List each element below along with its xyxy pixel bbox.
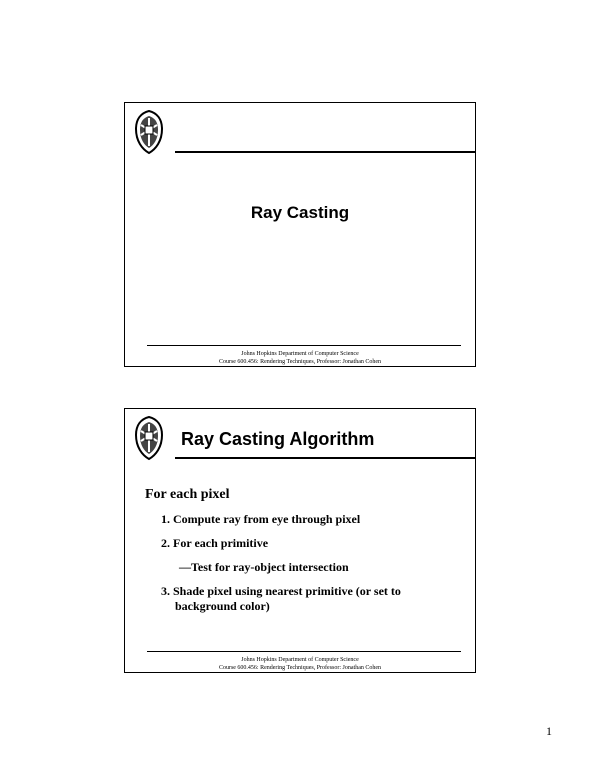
slide-title: Ray Casting Algorithm xyxy=(181,429,375,449)
title-rule xyxy=(175,457,475,459)
footer-rule xyxy=(147,651,461,652)
footer-line-2: Course 600.456: Rendering Techniques, Professor: Jonathan Cohen xyxy=(218,359,382,365)
footer-line-2: Course 600.456: Rendering Techniques, Professor: Jonathan Cohen xyxy=(218,665,382,671)
slide-body xyxy=(145,487,455,623)
bullet-item-3: 3. Shade pixel using nearest primitive (or set to background color) xyxy=(161,584,401,613)
bullet-item-1: 1. Compute ray from eye through pixel xyxy=(161,512,361,526)
title-rule xyxy=(175,151,475,153)
bullet-level0: For each pixel xyxy=(145,487,230,502)
slide-title: Ray Casting xyxy=(250,203,350,222)
footer-line-1: Johns Hopkins Department of Computer Science xyxy=(241,351,359,357)
bullet-item-2: 2. For each primitive xyxy=(161,536,269,550)
bullet-item-2-sub: —Test for ray-object intersection xyxy=(179,560,349,574)
slide-1 xyxy=(124,102,476,367)
slide-footer xyxy=(125,350,475,366)
footer-rule xyxy=(147,345,461,346)
jhu-crest-icon xyxy=(131,415,167,461)
slide-footer xyxy=(125,656,475,672)
slide-2 xyxy=(124,408,476,673)
page-number: 1 xyxy=(546,724,552,738)
footer-line-1: Johns Hopkins Department of Computer Science xyxy=(241,657,359,663)
jhu-crest-icon xyxy=(131,109,167,155)
